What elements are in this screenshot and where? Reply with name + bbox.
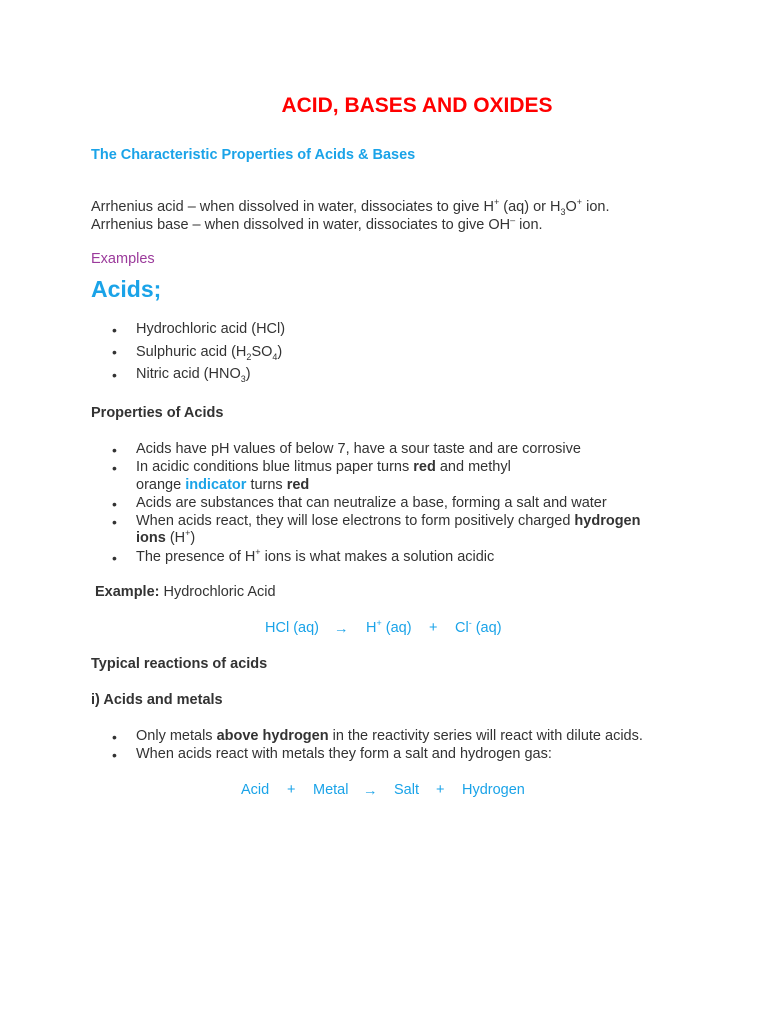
arrhenius-base-definition: Arrhenius base – when dissolved in water, dissociates to give OH– ion.: [91, 215, 543, 233]
bullet-icon: •: [112, 747, 117, 763]
equation-product: H+ (aq): [366, 618, 412, 636]
bullet-icon: •: [112, 496, 117, 512]
arrhenius-acid-definition: Arrhenius acid – when dissolved in water, dissociates to give H+ (aq) or $H_3O^+$ ion.: [91, 197, 610, 217]
typical-reactions-heading: Typical reactions of acids: [91, 656, 268, 672]
equation-term: Hydrogen: [462, 782, 525, 798]
bullet-icon: •: [112, 514, 117, 530]
arrow-icon: →: [363, 783, 378, 799]
list-item: When acids react, they will lose electrons to form positively charged hydrogen: [136, 513, 641, 529]
properties-heading: Properties of Acids: [91, 405, 224, 421]
bullet-icon: •: [112, 322, 117, 338]
equation-term: Metal: [313, 782, 349, 798]
section-subtitle: The Characteristic Properties of Acids & Bases: [91, 147, 416, 163]
plus-sign: +: [429, 620, 438, 636]
list-item: The presence of H+ ions is what makes a solution acidic: [136, 547, 495, 565]
bullet-icon: •: [112, 460, 117, 476]
equation-reactant: HCl (aq): [265, 620, 319, 636]
bullet-icon: •: [112, 367, 117, 383]
examples-label: Examples: [91, 251, 155, 267]
list-item: When acids react with metals they form a salt and hydrogen gas:: [136, 746, 552, 762]
list-item: Only metals above hydrogen in the reactivity series will react with dilute acids.: [136, 728, 643, 744]
list-item-continuation: orange indicator turns red: [136, 477, 310, 493]
list-item: Nitric acid $(HNO_3)$: [136, 366, 251, 384]
equation-term: Salt: [394, 782, 419, 798]
bullet-icon: •: [112, 442, 117, 458]
list-item-continuation: ions (H+): [136, 528, 196, 546]
arrow-icon: →: [334, 621, 349, 637]
page-title: ACID, BASES AND OXIDES: [281, 94, 553, 117]
bullet-icon: •: [112, 344, 117, 360]
example-line: Example: Hydrochloric Acid: [95, 584, 276, 600]
acids-metals-heading: i) Acids and metals: [91, 692, 223, 708]
equation-term: Acid: [241, 782, 270, 798]
acids-heading: Acids;: [91, 276, 162, 302]
list-item: Acids are substances that can neutralize a base, forming a salt and water: [136, 495, 607, 511]
plus-sign: +: [287, 782, 296, 798]
bullet-icon: •: [112, 550, 117, 566]
list-item: In acidic conditions blue litmus paper turns red and methyl: [136, 459, 511, 475]
plus-sign: +: [436, 782, 445, 798]
bullet-icon: •: [112, 729, 117, 745]
list-item: Hydrochloric acid (HCl): [136, 321, 286, 337]
equation-product: Cl- (aq): [455, 618, 502, 636]
list-item: Acids have pH values of below 7, have a sour taste and are corrosive: [136, 441, 581, 457]
list-item: Sulphuric acid $(H_2SO_4)$: [136, 344, 283, 362]
